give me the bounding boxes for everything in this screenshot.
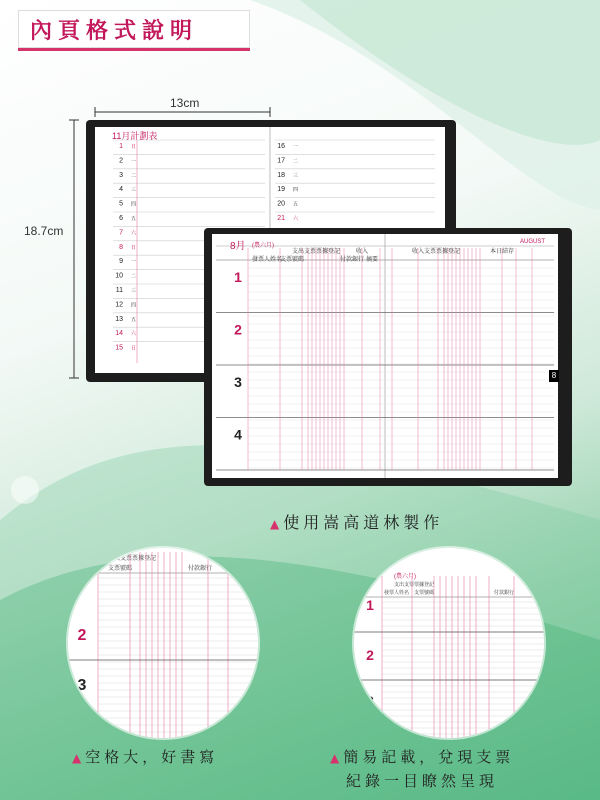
zoom-week-number: 1 [366,597,374,613]
front-month-header: 8月 [230,241,246,252]
zoom-right-col3: 付款銀行 [494,590,515,596]
zoom-right-col1: 發票人姓名 [384,590,410,596]
zoom-circle-left [68,548,258,738]
caption-right-line2: 紀錄一目瞭然呈現 [346,772,499,790]
zoom-right-grid [354,548,544,738]
zoom-week-number: 2 [366,647,374,663]
day-weekday: 五 [131,316,137,323]
day-weekday: 五 [293,201,299,208]
triangle-icon: ▲ [330,751,340,765]
height-label: 18.7cm [24,224,64,238]
zoom-left-header: 支出支票票據登記 [108,556,157,562]
front-month-en: AUGUST [520,239,546,245]
day-weekday: 二 [131,172,137,179]
day-weekday: 三 [131,187,137,194]
day-number: 9 [119,258,123,266]
day-weekday: 四 [131,302,137,309]
zoom-week-number: 2 [77,627,87,644]
day-weekday: 日 [131,244,137,251]
zoom-week-number: 3 [366,693,374,709]
day-number: 2 [119,157,123,165]
day-number: 14 [115,330,123,338]
caption-main-text: 使用嵩高道林製作 [283,513,444,532]
day-number: 4 [119,186,123,194]
day-number: 5 [119,200,123,208]
caption-right-line1 [330,746,514,767]
front-col-label-4: 摘要 [366,257,379,263]
caption-main [270,510,443,533]
week-number: 1 [234,269,242,285]
front-month-sub: (農六月) [252,243,274,249]
day-weekday: 三 [293,172,299,179]
day-weekday: 日 [131,345,137,352]
triangle-icon: ▲ [72,751,82,765]
week-number: 3 [234,374,242,390]
day-number: 15 [115,344,123,352]
zoom-left-grid [68,548,258,738]
day-weekday: 五 [131,216,137,222]
zoom-circle-right [354,548,544,738]
width-label: 13cm [170,96,200,110]
day-number: 10 [115,272,123,280]
day-number: 12 [115,301,123,309]
day-weekday: 一 [293,144,299,150]
day-weekday: 一 [131,158,137,165]
zoom-left-col2: 付款銀行 [188,566,213,572]
day-number: 13 [115,315,123,323]
day-weekday: 六 [131,331,137,338]
day-number: 1 [119,143,123,150]
zoom-week-number: 3 [77,677,87,694]
week-number: 4 [234,426,242,443]
day-number: 6 [119,215,123,222]
day-number: 8 [119,243,123,251]
zoom-right-col2: 支票號碼 [414,590,435,596]
zoom-left-col1: 支票號碼 [108,566,133,572]
front-header-mid: 收入 [356,249,369,255]
zoom-right-header: 支出支票票據登記 [394,582,435,588]
day-number: 16 [277,143,285,150]
day-number: 17 [277,157,285,165]
zoom-right-month-sub: (農六月) [394,574,416,580]
day-weekday: 六 [293,216,299,222]
front-header-balance: 本日結存 [490,249,515,255]
front-header-left: 支出支票票據登記 [292,249,341,255]
day-weekday: 日 [131,144,137,150]
caption-left-text: 空格大，好書寫 [85,748,219,766]
day-number: 7 [119,229,123,237]
front-book-grid [212,234,558,478]
front-col-label-1: 發票人姓名 [252,257,283,263]
week-number: 2 [234,321,242,338]
day-weekday: 二 [293,158,299,165]
day-number: 19 [277,186,285,194]
day-weekday: 一 [131,259,137,266]
month-tab: 8 [549,370,559,382]
day-number: 21 [277,215,285,222]
front-col-label-2: 支票號碼 [280,257,305,263]
day-number: 18 [277,171,285,179]
day-number: 3 [119,171,123,179]
back-month-header: 11月計劃表 [112,131,158,141]
caption-left [72,746,218,767]
day-weekday: 三 [131,288,137,294]
day-weekday: 二 [131,273,137,280]
triangle-icon: ▲ [270,517,280,531]
front-col-label-3: 付款銀行 [340,257,365,263]
day-weekday: 六 [131,230,137,237]
day-weekday: 四 [293,187,299,194]
page-title: 內頁格式說明 [30,19,199,44]
day-number: 11 [115,287,123,294]
day-number: 20 [277,200,285,208]
caption-right-text-1: 簡易記載，兌現支票 [343,748,515,766]
front-header-right: 收入支票票據登記 [412,249,461,255]
day-weekday: 四 [131,201,137,208]
